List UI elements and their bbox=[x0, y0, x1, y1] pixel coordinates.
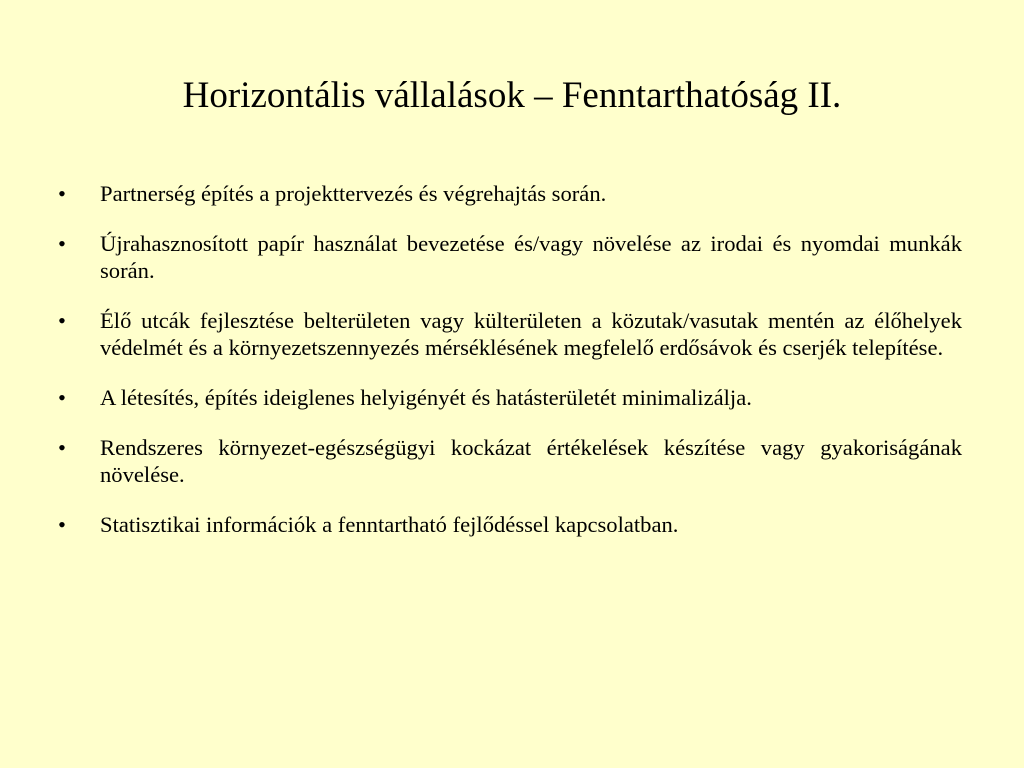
bullet-text: Partnerség építés a projekttervezés és végrehajtás során. bbox=[100, 181, 607, 206]
bullet-item bbox=[58, 307, 962, 361]
bullet-text: Élő utcák fejlesztése belterületen vagy külterületen a közutak/vasutak mentén az élőhelyek védelmét és a környezetszennyezés mérséklésének megfelelő erdősávok és cserjék telepítése. bbox=[100, 308, 962, 360]
bullet-text: Rendszeres környezet-egészségügyi kockázat értékelések készítése vagy gyakoriságának növelése. bbox=[100, 435, 962, 487]
bullet-point-icon: • bbox=[58, 308, 66, 333]
bullet-text: Újrahasznosított papír használat bevezetése és/vagy növelése az irodai és nyomdai munkák során. bbox=[100, 231, 962, 283]
bullet-point-icon: • bbox=[58, 385, 66, 410]
bullet-item bbox=[58, 180, 962, 207]
bullet-point-icon: • bbox=[58, 181, 66, 206]
bullet-text: A létesítés, építés ideiglenes helyigényét és hatásterületét minimalizálja. bbox=[100, 385, 752, 410]
bullet-list bbox=[58, 180, 962, 561]
bullet-text: Statisztikai információk a fenntartható fejlődéssel kapcsolatban. bbox=[100, 512, 679, 537]
bullet-item bbox=[58, 230, 962, 284]
slide-title: Horizontális vállalások – Fenntarthatóság II. bbox=[182, 75, 842, 116]
bullet-point-icon: • bbox=[58, 435, 66, 460]
bullet-point-icon: • bbox=[58, 512, 66, 537]
bullet-point-icon: • bbox=[58, 231, 66, 256]
bullet-item bbox=[58, 434, 962, 488]
bullet-item bbox=[58, 384, 962, 411]
bullet-item bbox=[58, 511, 962, 538]
